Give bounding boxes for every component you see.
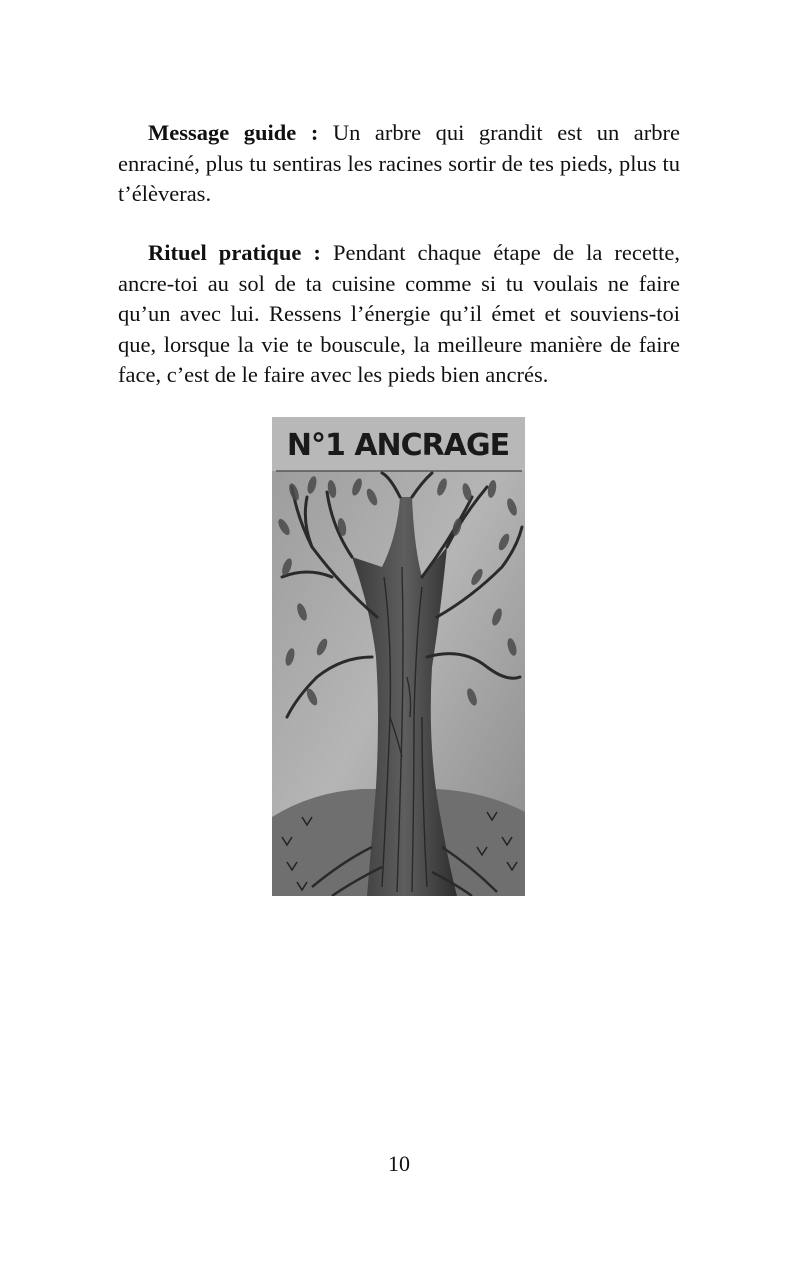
message-guide-label: Message guide :: [148, 120, 319, 145]
tree-illustration: [272, 417, 525, 896]
rituel-pratique-paragraph: [118, 238, 680, 391]
message-guide-text: Un arbre qui grandit est un arbre enraciné, plus tu sentiras les racines sortir de tes pieds, plus tu t’élèveras.: [118, 120, 680, 207]
page-number: 10: [388, 1151, 410, 1176]
rituel-pratique-text: Pendant chaque étape de la recette, ancre-toi au sol de ta cuisine comme si tu voulais ne faire qu’un avec lui. Ressens l’énergie qu’il émet et souviens-toi que, lorsque la vie te bouscule, la meilleure manière de faire face, c’est de le faire avec les pieds bien ancrés.: [118, 240, 680, 388]
drawing-title-text: N°1 ANCRAGE: [286, 428, 510, 463]
message-guide-paragraph: [118, 118, 680, 210]
tree-drawing: [272, 417, 525, 896]
rituel-pratique-label: Rituel pratique :: [148, 240, 321, 265]
